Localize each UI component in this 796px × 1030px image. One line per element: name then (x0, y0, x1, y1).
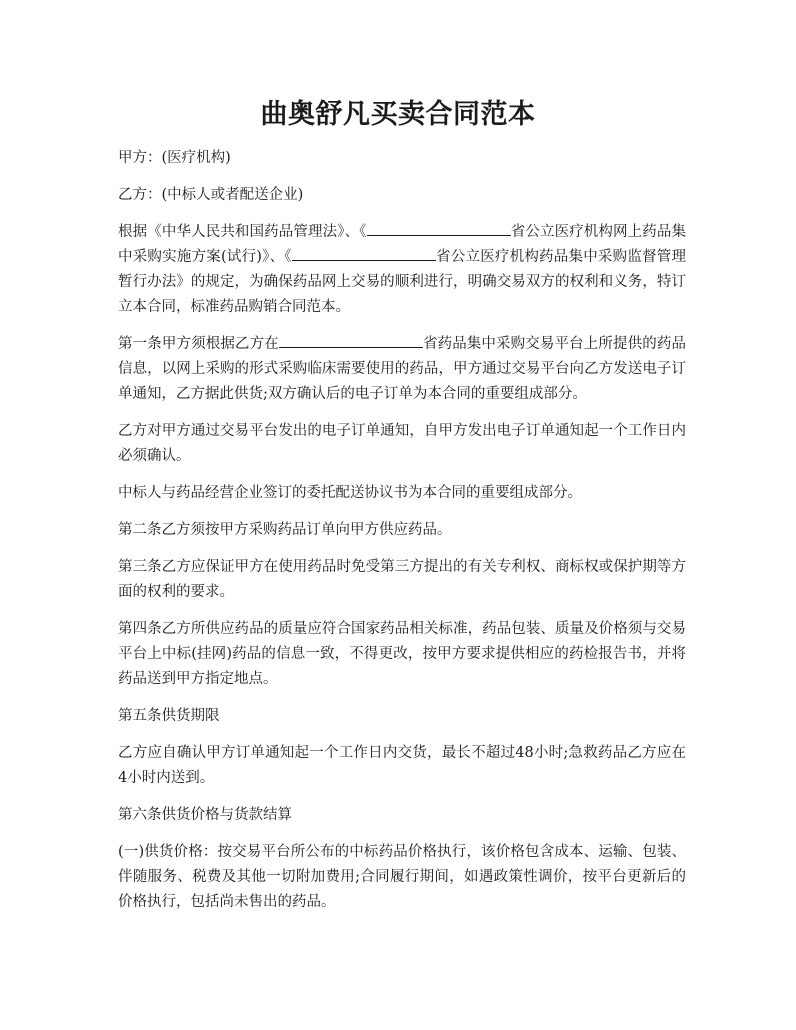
party-a-line: 甲方：(医疗机构) (118, 150, 231, 166)
document-body (118, 146, 686, 927)
paragraph-delegation: 中标人与药品经营企业签订的委托配送协议书为本合同的重要组成部分。 (118, 485, 582, 501)
fill-in-blank-province-1 (367, 221, 511, 236)
preamble-text-3: 省公立医疗机构药品集中采购监督管理暂行办法》的规定，为确保药品网上交易的顺利进行，明确交易双方的权利和义务，特订立本合同，标准药品购销合同范本。 (118, 249, 686, 315)
article-6-price-paragraph: (一)供货价格：按交易平台所公布的中标药品价格执行，该价格包含成本、运输、包装、伴随服务、税费及其他一切附加费用;合同履行期间，如遇政策性调价，按平台更新后的价格执行，包括尚未售出的药品。 (118, 844, 686, 910)
paragraph-confirmation: 乙方对甲方通过交易平台发出的电子订单通知，自甲方发出电子订单通知起一个工作日内必须确认。 (118, 423, 686, 464)
preamble-text-1: 根据《中华人民共和国药品管理法》、《 (118, 224, 367, 240)
preamble-text-2: 省公立医疗机构网上药品集中采购实施方案(试行)》、《 (118, 224, 687, 265)
party-b-line: 乙方：(中标人或者配送企业) (118, 187, 304, 203)
article-4-paragraph: 第四条乙方所供应药品的质量应符合国家药品相关标准，药品包装、质量及价格须与交易平台上中标(挂网)药品的信息一致，不得更改，按甲方要求提供相应的药检报告书，并将药品送到甲方指定地点。 (118, 621, 686, 687)
fill-in-blank-province-3 (279, 333, 423, 348)
article-5-heading: 第五条供货期限 (118, 708, 220, 724)
article-1-text-2: 省药品集中采购交易平台上所提供的药品信息，以网上采购的形式采购临床需要使用的药品，甲方通过交易平台向乙方发送电子订单通知，乙方据此供货;双方确认后的电子订单为本合同的重要组成部分。 (118, 336, 686, 402)
article-6-heading: 第六条供货价格与货款结算 (118, 807, 292, 823)
article-2-paragraph: 第二条乙方须按甲方采购药品订单向甲方供应药品。 (118, 522, 452, 538)
article-3-paragraph: 第三条乙方应保证甲方在使用药品时免受第三方提出的有关专利权、商标权或保护期等方面的权利的要求。 (118, 559, 686, 600)
article-1-paragraph (118, 332, 686, 407)
article-1-text-1: 第一条甲方须根据乙方在 (118, 336, 279, 352)
document-title: 曲奥舒凡买卖合同范本 (260, 99, 536, 130)
preamble-paragraph (118, 220, 686, 320)
fill-in-blank-province-2 (292, 246, 436, 261)
article-5-paragraph: 乙方应自确认甲方订单通知起一个工作日内交货，最长不超过48小时;急救药品乙方应在4小时内送到。 (118, 745, 686, 786)
